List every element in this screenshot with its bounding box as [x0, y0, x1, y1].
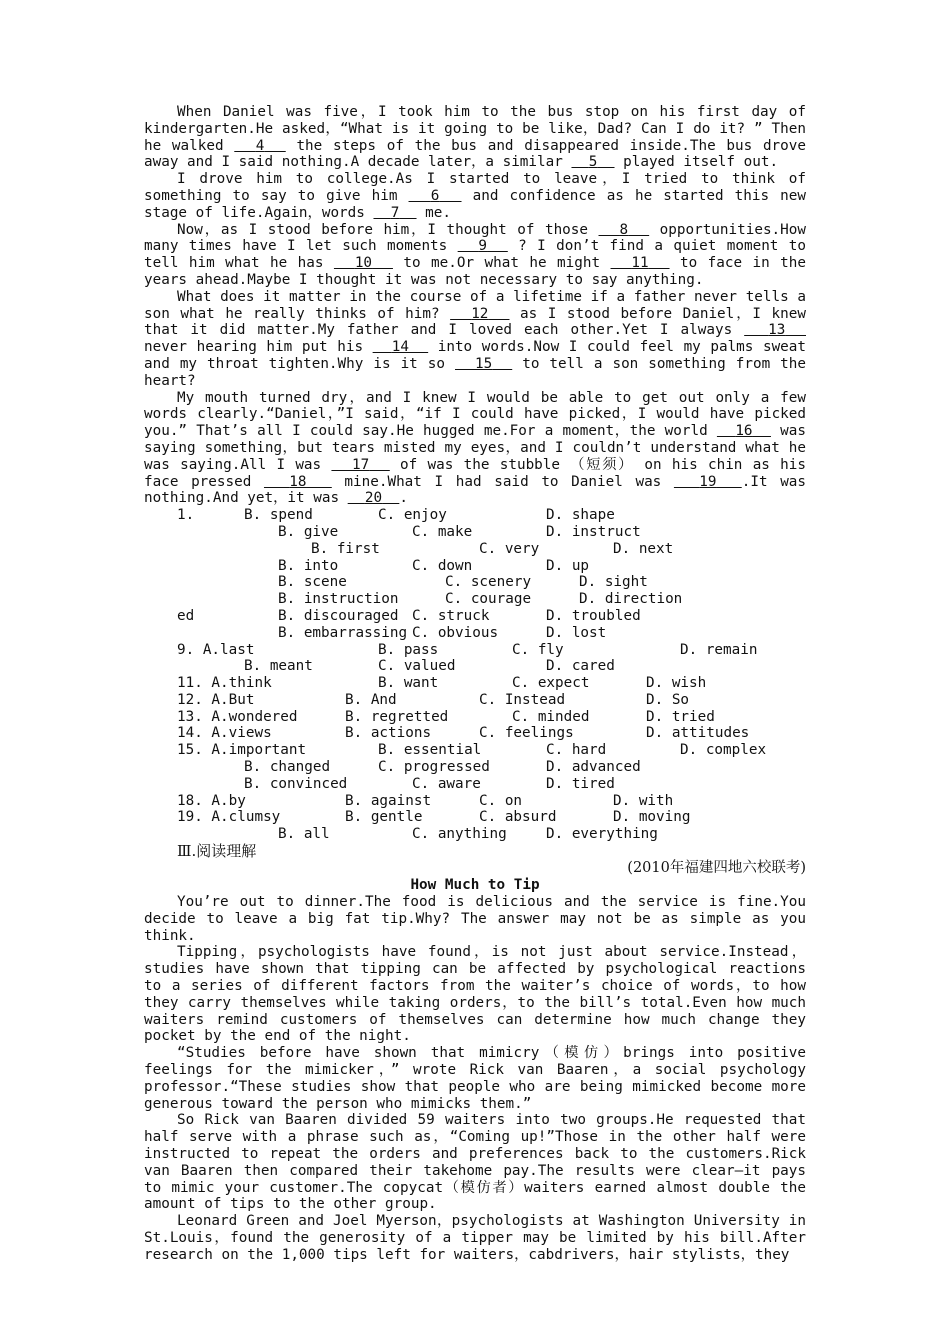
option-choice: D. sight — [579, 574, 648, 591]
option-choice: C. struck — [412, 607, 490, 624]
question-number: 12. A.But — [177, 691, 255, 708]
option-choice: B. changed — [244, 759, 331, 776]
option-choice: C. courage — [445, 591, 532, 608]
option-choice: C. very — [479, 540, 540, 557]
option-choice: D. remain — [680, 641, 758, 658]
option-choice: D. next — [613, 540, 674, 557]
option-choice: B. first — [311, 540, 380, 557]
option-choice: C. down — [412, 557, 473, 574]
option-row — [144, 809, 806, 826]
cloze-paragraph-4: What does it matter in the course of a lifetime if a father never tells a son what he really thinks of him? 12 as I stood before Daniel，I knew that it did matter.My father and I loved each other.Yet I always 13 never hearing him put his 14 into words.Now I could feel my palms sweat and my throat tighten.Why is it so 15 to tell a son something from the heart? — [144, 288, 807, 389]
blank-15: 15 — [475, 355, 493, 372]
option-choice: C. anything — [412, 826, 507, 843]
option-choice: C. feelings — [479, 725, 574, 742]
option-choice: C. aware — [412, 775, 481, 792]
option-row — [144, 524, 806, 541]
option-choice: C. scenery — [445, 574, 532, 591]
option-choice: D. attitudes — [646, 725, 750, 742]
option-choice: B. give — [278, 523, 339, 540]
question-number: 1. — [177, 507, 195, 524]
blank-14: 14 — [391, 339, 409, 356]
option-choice: C. valued — [378, 658, 456, 675]
option-choice: D. wish — [646, 675, 707, 692]
option-choice: D. moving — [613, 809, 691, 826]
option-choice: B. want — [378, 675, 439, 692]
reading-paragraph: You’re out to dinner.The food is delicious and the service is fine.You decide to leave a big fat tip.Why? The answer may not be as simple as you think. — [144, 894, 806, 944]
blank-4: 4 — [255, 137, 265, 154]
blank-16: 16 — [735, 423, 753, 440]
option-row — [144, 507, 806, 524]
option-choice: D. advanced — [546, 759, 641, 776]
option-choice: B. gentle — [345, 809, 423, 826]
option-choice: D. cared — [546, 658, 615, 675]
option-row — [144, 692, 806, 709]
option-row — [144, 541, 806, 558]
option-choice: C. Instead — [479, 691, 566, 708]
option-choice: C. obvious — [412, 624, 499, 641]
option-row — [144, 742, 806, 759]
reading-paragraph: “Studies before have shown that mimicry（模仿）brings into positive feelings for the mimicker，” wrote Rick van Baaren，a social psychology professor.“These studies show that people who are being mimicked become more generous toward the person who mimicks them.” — [144, 1045, 806, 1112]
blank-20: 20 — [364, 490, 383, 507]
option-row — [144, 759, 806, 776]
option-choice: B. meant — [244, 658, 313, 675]
option-choice: C. enjoy — [378, 507, 447, 524]
option-choice: B. convinced — [244, 775, 348, 792]
blank-5: 5 — [588, 154, 598, 171]
option-choice: B. discouraged — [278, 607, 399, 624]
option-choice: C. progressed — [378, 759, 490, 776]
option-choice: D. complex — [680, 742, 767, 759]
option-choice: C. fly — [512, 641, 564, 658]
option-choice: B. embarrassing — [278, 624, 408, 641]
option-row — [144, 776, 806, 793]
option-row — [144, 574, 806, 591]
question-number: 11. A.think — [177, 675, 272, 692]
question-number: 19. A.clumsy — [177, 809, 281, 826]
option-choice: D. up — [546, 557, 590, 574]
option-choice: B. spend — [244, 507, 313, 524]
blank-10: 10 — [354, 255, 373, 272]
option-choice: D. direction — [579, 591, 683, 608]
blank-19: 19 — [699, 473, 717, 490]
option-row — [144, 725, 806, 742]
section-heading: Ⅲ.阅读理解 — [177, 842, 257, 861]
option-choice: C. make — [412, 523, 473, 540]
option-row — [144, 793, 806, 810]
question-number: 15. A.important — [177, 742, 307, 759]
cloze-paragraph-2: I drove him to college.As I started to leave，I tried to think of something to say to give him 6 and confidence as he started this new stage of life.Again，words 7 me. — [144, 171, 806, 221]
option-choice: B. regretted — [345, 708, 449, 725]
option-choice: D. tried — [646, 708, 715, 725]
source-note: (2010年福建四地六校联考) — [627, 860, 806, 877]
blank-18: 18 — [289, 473, 307, 490]
option-choice: C. absurd — [479, 809, 557, 826]
option-row — [144, 608, 806, 625]
document-page — [144, 104, 806, 1264]
option-choice: D. troubled — [546, 607, 641, 624]
option-choice: B. essential — [378, 742, 482, 759]
option-row — [144, 625, 806, 642]
option-row — [144, 826, 806, 843]
answer-options — [144, 507, 806, 843]
option-choice: B. into — [278, 557, 339, 574]
option-choice: C. minded — [512, 708, 590, 725]
cloze-paragraph-3: Now，as I stood before him，I thought of those 8 opportunities.How many times have I let such moments 9 ? I don’t find a quiet moment to tell him what he has 10 to me.Or what he might 11 to face in the years ahead.Maybe I thought it was not necessary to say anything. — [144, 221, 807, 288]
option-choice: B. actions — [345, 725, 432, 742]
blank-12: 12 — [471, 305, 489, 322]
option-row — [144, 558, 806, 575]
option-choice: B. scene — [278, 574, 347, 591]
option-choice: B. all — [278, 826, 330, 843]
question-number: 14. A.views — [177, 725, 272, 742]
option-row — [144, 658, 806, 675]
passage-title: How Much to Tip — [410, 877, 540, 894]
blank-17: 17 — [352, 456, 370, 473]
option-choice: D. shape — [546, 507, 615, 524]
option-row — [144, 642, 806, 659]
option-choice: D. instruct — [546, 523, 641, 540]
option-choice: C. hard — [546, 742, 607, 759]
option-choice: C. expect — [512, 675, 590, 692]
option-choice: D. lost — [546, 624, 607, 641]
option-choice: B. against — [345, 792, 432, 809]
option-row — [144, 675, 806, 692]
reading-paragraph: So Rick van Baaren divided 59 waiters into two groups.He requested that half serve with a phrase such as，“Coming up!”Those in the other half were instructed to repeat the orders and preferences back to the customers.Rick van Baaren then compared their takehome pay.The results were clear—it pays to mimic your customer.The copycat（模仿者）waiters earned almost double the amount of tips to the other group. — [144, 1112, 806, 1213]
cloze-paragraph-5: My mouth turned dry，and I knew I would be able to get out only a few words clearly.“Daniel，”I said，“if I could have picked，I would have picked you.” That’s all I could say.He hugged me.For a moment，the world 16 was saying something，but tears misted my eyes，and I couldn’t understand what he was saying.All I was 17 of was the stubble （短须） on his chin as his face pressed 18 mine.What I had said to Daniel was 19 .It was nothing.And yet，it was 20 . — [144, 389, 807, 507]
blank-8: 8 — [619, 221, 629, 238]
question-number: 18. A.by — [177, 792, 246, 809]
option-choice: D. everything — [546, 826, 658, 843]
option-choice: B. pass — [378, 641, 439, 658]
question-number: 9. A.last — [177, 641, 255, 658]
option-choice: B. instruction — [278, 591, 399, 608]
blank-11: 11 — [631, 255, 649, 272]
reading-passage — [144, 894, 806, 1264]
blank-13: 13 — [768, 322, 786, 339]
option-row — [144, 591, 806, 608]
option-choice: C. on — [479, 792, 523, 809]
reading-paragraph: Tipping，psychologists have found，is not just about service.Instead，studies have shown that tipping can be affected by psychological reactions to a series of different factors from the waiter’s choice of words，to how they carry themselves while taking orders，to the bill’s total.Even how much waiters remind customers of themselves can determine how much change they pocket by the end of the night. — [144, 944, 806, 1045]
question-number: 13. A.wondered — [177, 708, 298, 725]
option-choice: D. tired — [546, 775, 615, 792]
blank-9: 9 — [478, 238, 488, 255]
blank-7: 7 — [390, 204, 400, 221]
cloze-paragraph-1: When Daniel was five，I took him to the bus stop on his first day of kindergarten.He asked，“What is it going to be like，Dad? Can I do it? ” Then he walked 4 the steps of the bus and disappeared inside.The bus drove away and I said nothing.A decade later，a similar 5 played itself out. — [144, 104, 806, 171]
option-choice: D. So — [646, 691, 690, 708]
question-number: ed — [177, 607, 195, 624]
option-choice: D. with — [613, 792, 674, 809]
option-row — [144, 709, 806, 726]
blank-6: 6 — [430, 187, 440, 204]
cloze-passage — [144, 104, 806, 507]
option-choice: B. And — [345, 691, 397, 708]
reading-paragraph: Leonard Green and Joel Myerson，psychologists at Washington University in St.Louis，found the generosity of a tipper may be limited by his bill.After research on the 1,000 tips left for waiters，cabdrivers，hair stylists，they — [144, 1213, 806, 1263]
